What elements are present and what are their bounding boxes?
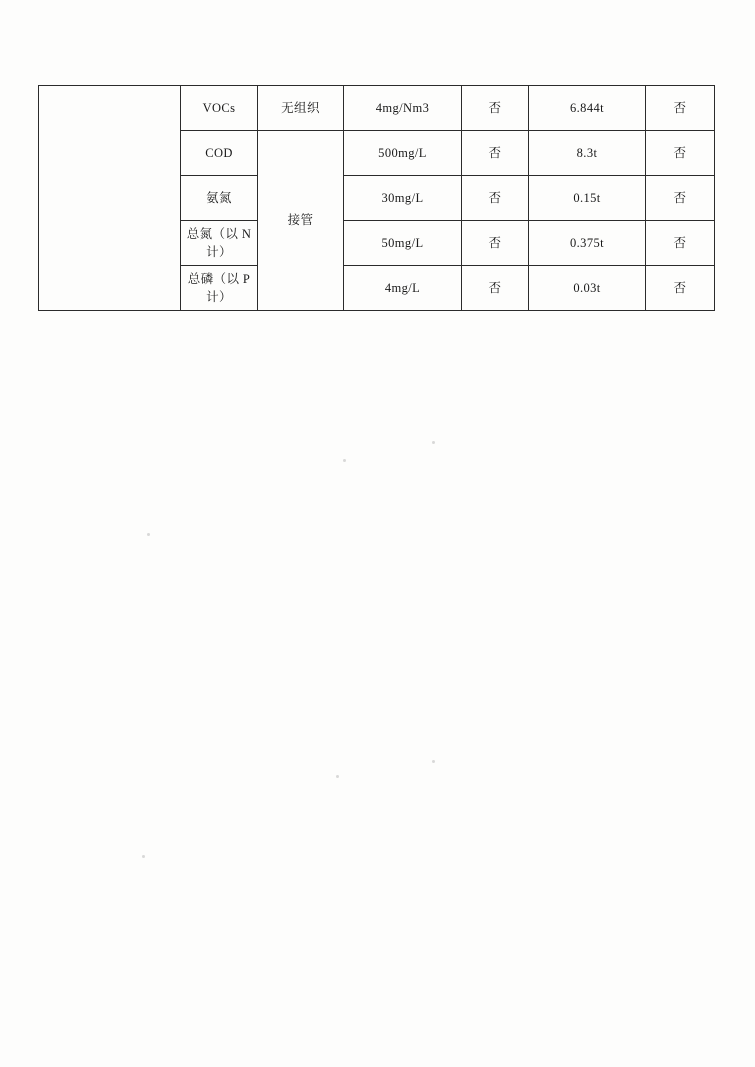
scan-speckle — [142, 855, 145, 858]
table-cell-flag2: 否 — [646, 221, 715, 266]
table-cell-total: 8.3t — [529, 131, 646, 176]
table-cell-flag1: 否 — [462, 131, 529, 176]
table-cell-flag2: 否 — [646, 266, 715, 311]
table-cell-blank — [39, 86, 181, 311]
table-cell-limit: 500mg/L — [344, 131, 462, 176]
table-cell-flag1: 否 — [462, 86, 529, 131]
table-row — [39, 86, 715, 131]
scan-speckle — [147, 533, 150, 536]
table-cell-emission-type: 无组织 — [258, 86, 344, 131]
table-cell-flag2: 否 — [646, 86, 715, 131]
table-cell-emission-type: 接管 — [258, 131, 344, 311]
pollutant-table-container — [38, 85, 714, 311]
scan-speckle — [336, 775, 339, 778]
table-cell-total: 0.15t — [529, 176, 646, 221]
table-cell-flag1: 否 — [462, 221, 529, 266]
scan-speckle — [343, 459, 346, 462]
table-cell-pollutant: COD — [181, 131, 258, 176]
table-cell-total: 6.844t — [529, 86, 646, 131]
table-cell-limit: 4mg/Nm3 — [344, 86, 462, 131]
table-cell-flag1: 否 — [462, 176, 529, 221]
table-cell-limit: 30mg/L — [344, 176, 462, 221]
table-cell-pollutant: VOCs — [181, 86, 258, 131]
table-cell-limit: 4mg/L — [344, 266, 462, 311]
table-cell-pollutant: 总氮（以 N 计） — [181, 221, 258, 266]
table-cell-total: 0.03t — [529, 266, 646, 311]
table-cell-pollutant: 氨氮 — [181, 176, 258, 221]
table-cell-pollutant: 总磷（以 P 计） — [181, 266, 258, 311]
scan-speckle — [432, 441, 435, 444]
table-cell-total: 0.375t — [529, 221, 646, 266]
table-cell-flag1: 否 — [462, 266, 529, 311]
pollutant-table — [38, 85, 715, 311]
table-cell-flag2: 否 — [646, 176, 715, 221]
scan-speckle — [432, 760, 435, 763]
table-cell-limit: 50mg/L — [344, 221, 462, 266]
table-cell-flag2: 否 — [646, 131, 715, 176]
